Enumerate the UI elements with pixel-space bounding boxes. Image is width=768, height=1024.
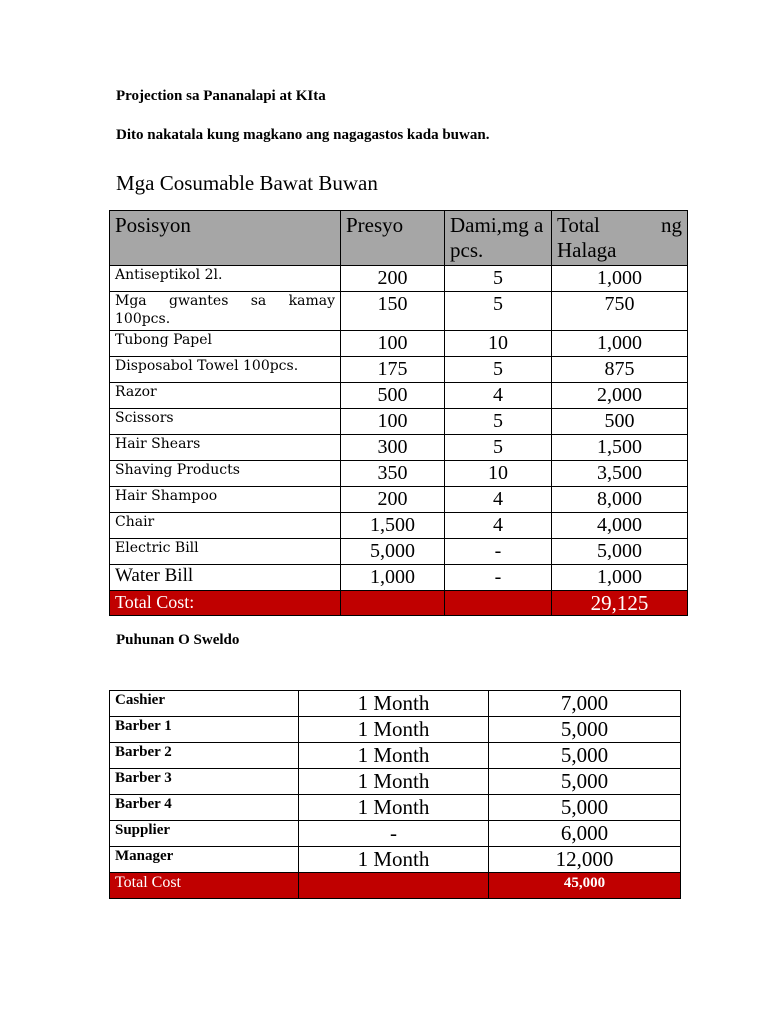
item-price: 500 <box>341 383 445 409</box>
item-qty: 4 <box>445 487 552 513</box>
table-row <box>110 513 688 539</box>
item-qty: 5 <box>445 357 552 383</box>
item-total: 4,000 <box>552 513 688 539</box>
item-total: 500 <box>552 409 688 435</box>
role-name: Supplier <box>110 821 299 847</box>
item-total: 2,000 <box>552 383 688 409</box>
role-period: 1 Month <box>299 769 489 795</box>
item-qty: 4 <box>445 513 552 539</box>
item-name: Chair <box>110 513 341 539</box>
item-qty: 5 <box>445 292 552 331</box>
role-amount: 5,000 <box>489 717 681 743</box>
consumables-table <box>109 210 688 616</box>
table-row <box>110 435 688 461</box>
item-qty: 4 <box>445 383 552 409</box>
item-qty: 10 <box>445 331 552 357</box>
item-name: Razor <box>110 383 341 409</box>
item-qty: 10 <box>445 461 552 487</box>
total-row <box>110 591 688 616</box>
role-period: 1 Month <box>299 691 489 717</box>
table-row <box>110 461 688 487</box>
role-name: Manager <box>110 847 299 873</box>
item-total: 750 <box>552 292 688 331</box>
item-price: 300 <box>341 435 445 461</box>
item-total: 1,000 <box>552 331 688 357</box>
role-amount: 7,000 <box>489 691 681 717</box>
item-price: 5,000 <box>341 539 445 565</box>
salary-heading: Puhunan O Sweldo <box>116 632 240 648</box>
role-amount: 6,000 <box>489 821 681 847</box>
item-total: 1,000 <box>552 565 688 591</box>
item-total: 1,000 <box>552 266 688 292</box>
item-name: Disposabol Towel 100pcs. <box>110 357 341 383</box>
role-name: Barber 1 <box>110 717 299 743</box>
table-row <box>110 487 688 513</box>
item-total: 3,500 <box>552 461 688 487</box>
table-row <box>110 383 688 409</box>
item-price: 175 <box>341 357 445 383</box>
total-cost-label: Total Cost: <box>110 591 341 616</box>
header-position: Posisyon <box>110 211 341 266</box>
table-row <box>110 847 681 873</box>
header-quantity: Dami,mg a pcs. <box>445 211 552 266</box>
salary-total-label: Total Cost <box>110 873 299 899</box>
consumables-title: Mga Cosumable Bawat Buwan <box>116 171 378 195</box>
item-total: 8,000 <box>552 487 688 513</box>
item-price: 1,500 <box>341 513 445 539</box>
table-row <box>110 795 681 821</box>
role-name: Barber 4 <box>110 795 299 821</box>
item-qty: 5 <box>445 409 552 435</box>
table-row <box>110 266 688 292</box>
table-row <box>110 743 681 769</box>
item-qty: 5 <box>445 435 552 461</box>
role-amount: 5,000 <box>489 795 681 821</box>
item-name: Mga gwantes sa kamay 100pcs. <box>110 292 341 331</box>
role-amount: 12,000 <box>489 847 681 873</box>
item-price: 1,000 <box>341 565 445 591</box>
item-total: 1,500 <box>552 435 688 461</box>
role-period: 1 Month <box>299 795 489 821</box>
table-row <box>110 717 681 743</box>
table-row <box>110 691 681 717</box>
item-name: Tubong Papel <box>110 331 341 357</box>
projection-heading: Projection sa Pananalapi at KIta <box>116 88 326 104</box>
item-price: 200 <box>341 487 445 513</box>
item-name: Shaving Products <box>110 461 341 487</box>
table-row <box>110 565 688 591</box>
item-name: Electric Bill <box>110 539 341 565</box>
table-row <box>110 292 688 331</box>
role-period: 1 Month <box>299 717 489 743</box>
header-price: Presyo <box>341 211 445 266</box>
role-period: 1 Month <box>299 743 489 769</box>
item-qty: - <box>445 539 552 565</box>
role-period: - <box>299 821 489 847</box>
item-qty: - <box>445 565 552 591</box>
item-name: Water Bill <box>110 565 341 591</box>
item-name: Scissors <box>110 409 341 435</box>
role-amount: 5,000 <box>489 743 681 769</box>
role-name: Barber 3 <box>110 769 299 795</box>
item-price: 100 <box>341 409 445 435</box>
role-name: Barber 2 <box>110 743 299 769</box>
header-total: Total ng Halaga <box>552 211 688 266</box>
total-row <box>110 873 681 899</box>
empty-cell <box>299 873 489 899</box>
item-total: 5,000 <box>552 539 688 565</box>
table-header-row <box>110 211 688 266</box>
role-name: Cashier <box>110 691 299 717</box>
item-price: 100 <box>341 331 445 357</box>
item-price: 200 <box>341 266 445 292</box>
empty-cell <box>341 591 445 616</box>
table-row <box>110 769 681 795</box>
table-row <box>110 409 688 435</box>
table-row <box>110 821 681 847</box>
table-row <box>110 331 688 357</box>
item-total: 875 <box>552 357 688 383</box>
total-cost-value: 29,125 <box>552 591 688 616</box>
empty-cell <box>445 591 552 616</box>
item-price: 350 <box>341 461 445 487</box>
role-period: 1 Month <box>299 847 489 873</box>
table-row <box>110 539 688 565</box>
item-name: Hair Shears <box>110 435 341 461</box>
description-text: Dito nakatala kung magkano ang nagagastos kada buwan. <box>116 127 490 143</box>
role-amount: 5,000 <box>489 769 681 795</box>
item-qty: 5 <box>445 266 552 292</box>
salary-total-value: 45,000 <box>489 873 681 899</box>
table-row <box>110 357 688 383</box>
item-name: Hair Shampoo <box>110 487 341 513</box>
salary-table <box>109 690 681 899</box>
item-price: 150 <box>341 292 445 331</box>
item-name: Antiseptikol 2l. <box>110 266 341 292</box>
